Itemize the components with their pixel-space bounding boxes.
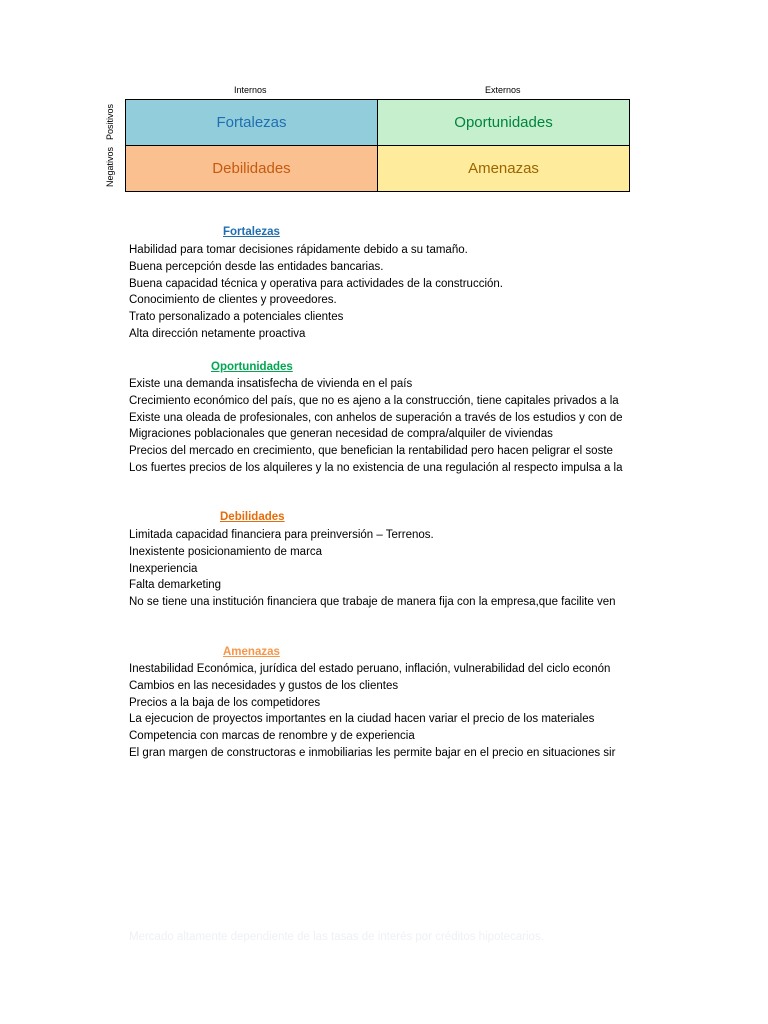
matrix-cell-oportunidades: Oportunidades (378, 100, 629, 146)
section-title-debilidades: Debilidades (220, 511, 285, 523)
debilidades-list (129, 527, 630, 611)
section-title-amenazas: Amenazas (223, 646, 280, 658)
swot-matrix (125, 99, 630, 192)
list-item: Cambios en las necesidades y gustos de los clientes (129, 679, 399, 692)
list-item: Competencia con marcas de renombre y de experiencia (129, 730, 415, 743)
oportunidades-list (129, 376, 630, 477)
matrix-cell-fortalezas: Fortalezas (126, 100, 378, 146)
list-item: Trato personalizado a potenciales clientes (129, 311, 344, 324)
row-label-negativos: Negativos (105, 146, 116, 188)
faded-footer-text: Mercado altamente dependiente de las tasas de interés por créditos hipotecarios. (129, 931, 544, 943)
matrix-cell-debilidades: Debilidades (126, 146, 378, 192)
list-item: Buena percepción desde las entidades bancarias. (129, 260, 384, 273)
column-label-externos: Externos (485, 85, 521, 95)
list-item: Inestabilidad Económica, jurídica del estado peruano, inflación, vulnerabilidad del ciclo econón (129, 663, 611, 675)
matrix-cell-amenazas: Amenazas (378, 146, 629, 192)
section-title-fortalezas: Fortalezas (223, 226, 280, 238)
list-item: Falta demarketing (129, 579, 222, 592)
list-item: Crecimiento económico del país, que no es ajeno a la construcción, tiene capitales privados a la (129, 394, 619, 407)
list-item: Existe una demanda insatisfecha de vivienda en el país (129, 378, 413, 390)
fortalezas-list (129, 242, 630, 343)
section-title-oportunidades: Oportunidades (211, 361, 293, 373)
row-label-positivos: Positivos (105, 103, 116, 141)
list-item: La ejecucion de proyectos importantes en la ciudad hacen variar el precio de los materiales (129, 713, 595, 726)
list-item: Conocimiento de clientes y proveedores. (129, 294, 337, 307)
list-item: El gran margen de constructoras e inmobiliarias les permite bajar en el precio en situaciones sir (129, 746, 616, 759)
list-item: Precios del mercado en crecimiento, que benefician la rentabilidad pero hacen peligrar el soste (129, 445, 613, 458)
list-item: Inexistente posicionamiento de marca (129, 545, 323, 558)
list-item: Inexperiencia (129, 562, 198, 575)
amenazas-list (129, 661, 630, 762)
column-label-internos: Internos (234, 85, 267, 95)
list-item: No se tiene una institución financiera que trabaje de manera fija con la empresa,que facilite ven (129, 596, 616, 609)
list-item: Limitada capacidad financiera para preinversión – Terrenos. (129, 529, 434, 541)
list-item: Habilidad para tomar decisiones rápidamente debido a su tamaño. (129, 244, 468, 256)
list-item: Existe una oleada de profesionales, con anhelos de superación a través de los estudios y con de (129, 411, 623, 424)
list-item: Precios a la baja de los competidores (129, 696, 321, 709)
list-item: Los fuertes precios de los alquileres y la no existencia de una regulación al respecto impulsa a la (129, 461, 623, 474)
list-item: Migraciones poblacionales que generan necesidad de compra/alquiler de viviendas (129, 428, 553, 441)
list-item: Buena capacidad técnica y operativa para actividades de la construcción. (129, 277, 503, 290)
list-item: Alta dirección netamente proactiva (129, 327, 306, 340)
